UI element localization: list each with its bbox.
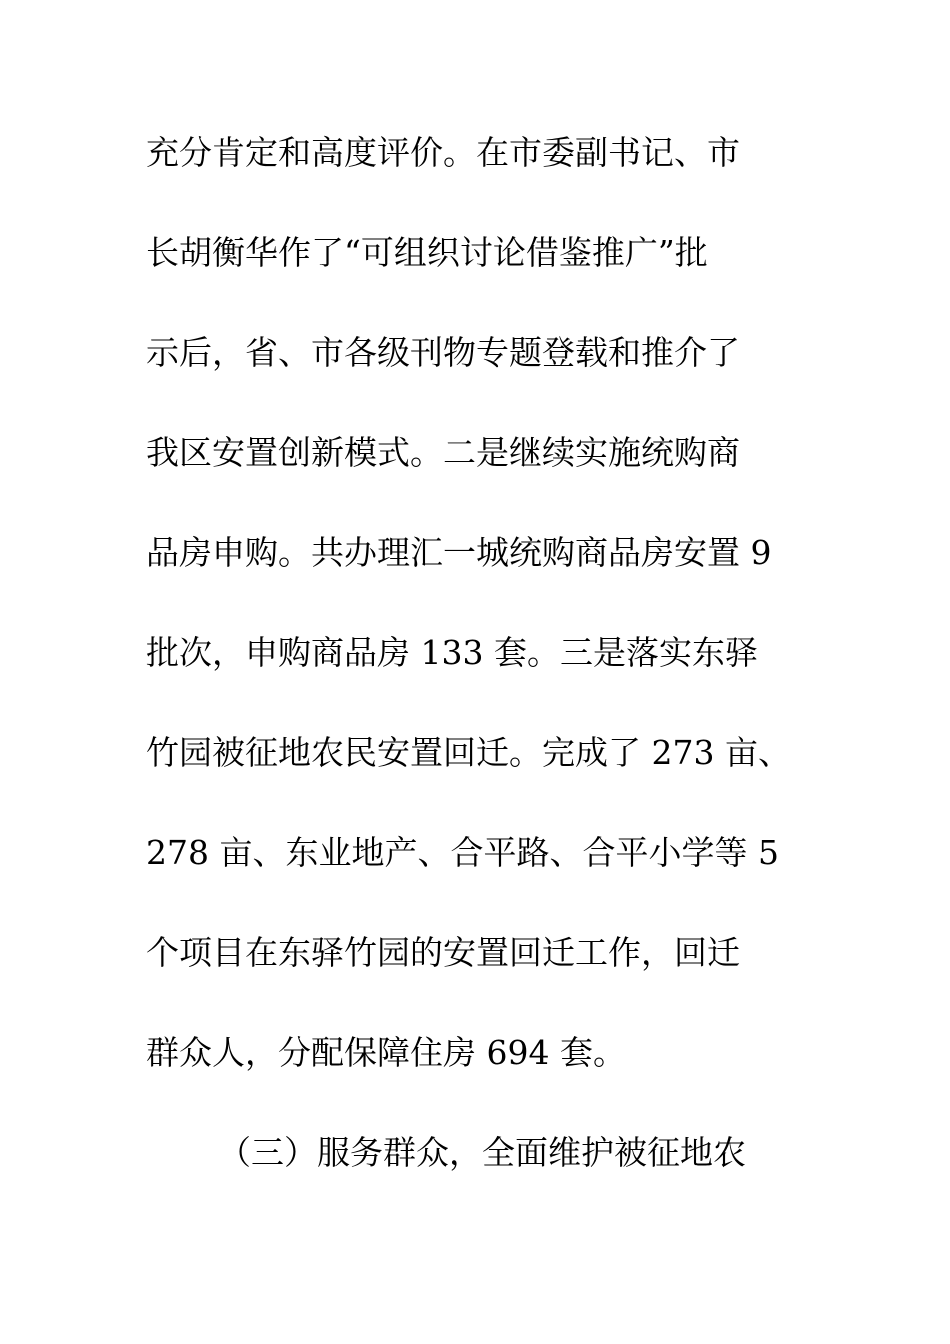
- text-line: 批次，申购商品房 133 套。三是落实东驿: [146, 633, 758, 672]
- text-line: 示后，省、市各级刊物专题登载和推介了: [146, 333, 740, 372]
- text-line: 竹园被征地农民安置回迁。完成了 273 亩、: [146, 733, 791, 772]
- text-line: 长胡衡华作了“可组织讨论借鉴推广”批: [146, 233, 708, 272]
- text-line: 278 亩、东业地产、合平路、合平小学等 5: [146, 833, 779, 872]
- text-line: 充分肯定和高度评价。在市委副书记、市: [146, 133, 740, 172]
- text-line: 群众人，分配保障住房 694 套。: [146, 1033, 626, 1072]
- text-line: 个项目在东驿竹园的安置回迁工作，回迁: [146, 933, 740, 972]
- section-heading: （三）服务群众，全面维护被征地农: [218, 1133, 746, 1172]
- text-line: 品房申购。共办理汇一城统购商品房安置 9: [146, 533, 772, 572]
- text-line: 我区安置创新模式。二是继续实施统购商: [146, 433, 740, 472]
- body-text: [146, 127, 826, 1227]
